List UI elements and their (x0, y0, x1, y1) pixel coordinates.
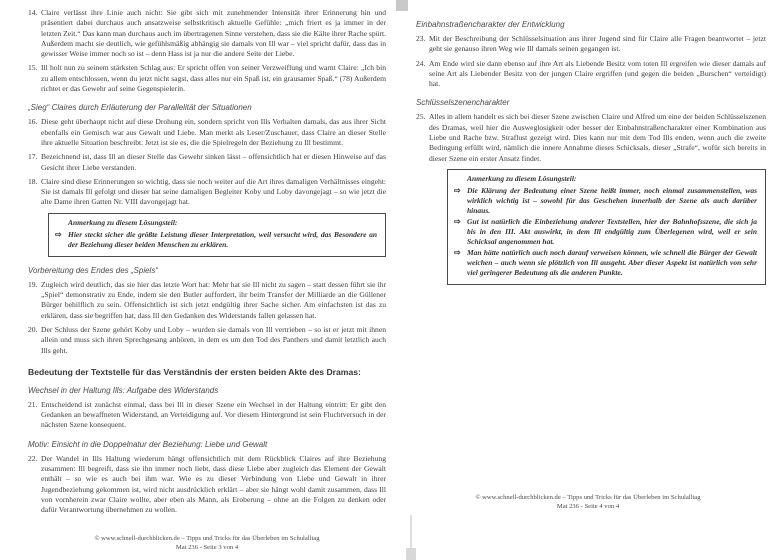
note-box-title: Anmerkung zu diesem Lösungsteil: (68, 217, 178, 227)
item-number: 20. (28, 324, 38, 334)
arrow-icon: ⇨ (454, 185, 461, 195)
left-page-content (0, 0, 392, 516)
right-page-content (392, 0, 768, 285)
note-box (447, 169, 766, 285)
item-text: Der Schluss der Szene gehört Koby und Loby – wurden sie damals von Ill vertrieben – so ist er jetzt mit ihnen allein und muss sich ihren Sprechgesang anhören, in dem es um den Tod des Panthers und damit letztlich auch Ills geht. (41, 324, 386, 355)
note-box-point (454, 248, 757, 278)
list-item-16 (28, 117, 386, 148)
list-item-17 (28, 152, 386, 173)
item-number: 18. (28, 176, 38, 186)
footer-page-number: Mat 236 - Seite 3 von 4 (175, 544, 239, 551)
list-item-23 (416, 34, 766, 55)
list-item-24 (416, 59, 766, 90)
item-text: Bezeichnend ist, dass Ill an dieser Stelle das Gewehr sinken lässt – offensichtlich hat er diesen Hinweise auf das Gesicht ihrer Liebe verstanden. (41, 152, 386, 172)
arrow-icon: ⇨ (55, 229, 62, 239)
item-text: Am Ende wird sie dann ebenso auf ihre Art als Liebende Besitz vom toten Ill ergreifen wie dieser damals auf seine Art als Liebender Besitz von der jungen Claire ergriffen (und gegen die beiden „Burschen“ verteidigt) hat. (429, 58, 766, 89)
note-box-point (454, 217, 757, 247)
footer-copyright: © www.schnell-durchblicken.de – Tipps und Tricks für das Überleben im Schulalltag (475, 494, 701, 501)
arrow-icon: ⇨ (454, 216, 461, 226)
section-heading-einbahn: Einbahnstraßencharakter der Entwicklung (416, 20, 565, 29)
item-text: Mit der Beschreibung der Schlüsselsituation aus ihrer Jugend sind für Claire alle Fragen beantwortet – jetzt geht sie genauso ihren Weg wie Ill damals seinen gegangen ist. (429, 34, 766, 54)
page-footer (416, 493, 760, 511)
page-footer (28, 534, 386, 552)
page-gap-artifact-bottom (406, 548, 416, 560)
item-text: Claire sind diese Erinnerungen so wichtig, dass sie noch weiter auf die Art ihres damaligen Verhältnisses eingeht: Sie ist damals Ill gefolgt und dieser hat seine damaligen Begleiter Koby und Loby davongejagt – so wie jetzt die alte Dame ihren Gatten Nr. VIII davongejagt hat. (41, 176, 386, 207)
subheading-motiv: Motiv: Einsicht in die Doppelnatur der Beziehung: Liebe und Gewalt (28, 439, 268, 449)
note-point-text: Die Klärung der Bedeutung einer Szene heißt immer, noch einmal zusammenstellen, was wirklich wichtig ist – sowohl für das Geschehen innerhalb der Szene als auch darüber hinaus. (467, 185, 757, 215)
list-item-20 (28, 325, 386, 356)
item-text: Diese geht überhaupt nicht auf diese Drohung ein, sondern spricht von Ills Verhalten damals, das aus ihrer Sicht ebenfalls ein Gemisch war aus Gewalt und Liebe. Man merkt als Leser/Zuschauer, dass Claire an dieser Stelle ihre aktuelle Situation beschreibt. Jetzt ist sie es, die die Spielregeln der Beziehung zu Ill bestimmt. (41, 117, 386, 147)
item-number: 19. (28, 279, 38, 289)
page-gap-artifact-top (396, 0, 408, 11)
section-heading-schluessel: Schlüsselszenencharakter (416, 98, 510, 108)
item-text: Claire verlässt ihre Linie auch nicht: Sie gibt sich mit zunehmender Intensität ihrer Erinnerung hin und präsentiert dabei durchaus auch ansatzweise selbstkritisch aktuelle Gefühle: „mich friert es ja immer in der letzten Zeit.“ Das kann man durchaus auch im übertragenen Sinne verstehen, dass sie die Kälte ihrer Rache spürt. Außerdem macht sie deutlich, wie gefühlsmäßig abhängig sie damals von Ill war – viel spricht dafür, dass das in gewisser Weise immer noch so ist – denn Hass ist ja nur die andere Seite der Liebe. (41, 8, 386, 59)
item-number: 21. (28, 399, 38, 409)
section-heading-vorbereitung: Vorbereitung des Endes des „Spiels“ (28, 265, 158, 275)
note-point-text: Hier steckt sicher die größte Leistung dieser Interpretation, weil versucht wird, das Besondere an der Beziehung dieser beiden Menschen zu erklären. (68, 229, 377, 249)
item-number: 16. (28, 117, 38, 127)
list-item-18 (28, 177, 386, 208)
note-box (48, 213, 386, 257)
footer-page-number: Mat 236 - Seite 4 von 4 (556, 503, 620, 510)
item-text: Der Wandel in Ills Haltung wiederum hängt offensichtlich mit dem Rückblick Claires auf ihre Beziehung zusammen: Ill begreift, dass sie ihn immer noch liebt, dass diese Liebe aber zugleich das Element der Gewalt enthält – so wie es auch bei ihm war. Wie es zu dieser Verbindung von Liebe und Gewalt in ihrer Jugendbeziehung gekommen ist, wird nicht ausdrücklich erklärt – aber sie hängt wohl damit zusammen, dass Ill von vornherein zwar Claire wollte, aber eben als Mann, als Eroberung – ohne an die Folgen zu denken oder dafür Verantwortung übernehmen zu wollen. (41, 453, 386, 515)
footer-copyright: © www.schnell-durchblicken.de – Tipps und Tricks für das Überleben im Schulalltag (94, 535, 320, 542)
item-number: 15. (28, 63, 38, 73)
list-item-14 (28, 8, 386, 59)
item-number: 25. (416, 112, 426, 122)
note-box-point (55, 230, 377, 250)
item-text: Zugleich wird deutlich, das sie hier das letzte Wort hat: Mehr hat sie Ill nicht zu sagen – statt dessen führt sie ihr „Spiel“ demonstrativ zu Ende, indem sie den Butler auffordert, ihr beim Transfer der Milliarde an die Güllener Bürger behilflich zu sein. Offensichtlich ist sich jetzt endgültig ihrer Sache sicher. Am einfachsten ist das zu erklären, dass sie begriffen hat, dass Ill den Gedanken des Widerstands fallen gelassen hat. (41, 279, 386, 320)
note-box-title: Anmerkung zu diesem Lösungsteil: (467, 173, 577, 183)
item-number: 14. (28, 8, 38, 17)
item-text: Alles in allem handelt es sich bei dieser Szene zwischen Claire und Alfred um eine der beiden Schlüsselszenen des Dramas, weil hier die Ausweglosigkeit oder besser der Einbahnstraßencharakter einer Kombination aus Liebe und Rache bzw. Straflust gezeigt wird. Dies kann nur mit dem Tod Ills enden, wenn auch die zweite Bedingung erfüllt wird, nämlich die innere Annahme dieses Schicksals, dieser „Strafe“, wofür sich bereits in dieser Szene ein erster Ansatz findet. (429, 112, 766, 163)
note-point-text: Man hätte natürlich auch noch darauf verweisen können, wie schnell die Bürger der Gewalt weichen – auch wenn sie plötzlich von Ill ausgeht. Aber dieser Aspekt ist natürlich von sehr viel geringerer Bedeutung als die anderen Punkte. (467, 247, 757, 277)
subheading-wechsel: Wechsel in der Haltung Ills: Aufgabe des Widerstands (28, 385, 219, 395)
section-heading-bedeutung: Bedeutung der Textstelle für das Verständnis der ersten beiden Akte des Dramas: (28, 366, 361, 377)
list-item-22 (28, 454, 386, 516)
list-item-21 (28, 400, 386, 431)
arrow-icon: ⇨ (454, 247, 461, 257)
item-number: 22. (28, 453, 38, 463)
note-point-text: Gut ist natürlich die Einbeziehung anderer Textstellen, hier der Bahnhofsszene, die sich ja bis in den III. Akt auswirkt, in dem Ill endgültig zum Überlegenen wird, weil er sein Schicksal angenommen hat. (467, 216, 757, 246)
list-item-19 (28, 280, 386, 321)
right-page (392, 0, 768, 560)
item-number: 17. (28, 152, 38, 162)
list-item-15 (28, 63, 386, 94)
note-box-point (454, 186, 757, 216)
item-text: Entscheidend ist zunächst einmal, dass bei Ill in dieser Szene ein Wechsel in der Haltung eintritt: Er gibt den Gedanken an bewaffneten Widerstand, an Verteidigung auf. Vor diesem Hintergrund ist sein Fluchtversuch in der nächsten Szene konsequent. (41, 399, 386, 430)
list-item-25 (416, 112, 766, 163)
item-text: Ill holt nun zu seinem stärksten Schlag aus: Er spricht offen von seiner Verzweiflung und warnt Claire: „Ich bin zu allem entschlossen, wenn du jetzt nicht sagst, dass alles nur ein Spaß ist, ein grausamer Spaß.“ (78) Außerdem richtet er das Gewehr auf seine Gegenspielerin. (41, 63, 386, 94)
section-heading-sieg: „Sieg“ Claires durch Erläuterung der Parallelität der Situationen (28, 103, 252, 113)
item-number: 24. (416, 58, 426, 68)
item-number: 23. (416, 34, 426, 43)
